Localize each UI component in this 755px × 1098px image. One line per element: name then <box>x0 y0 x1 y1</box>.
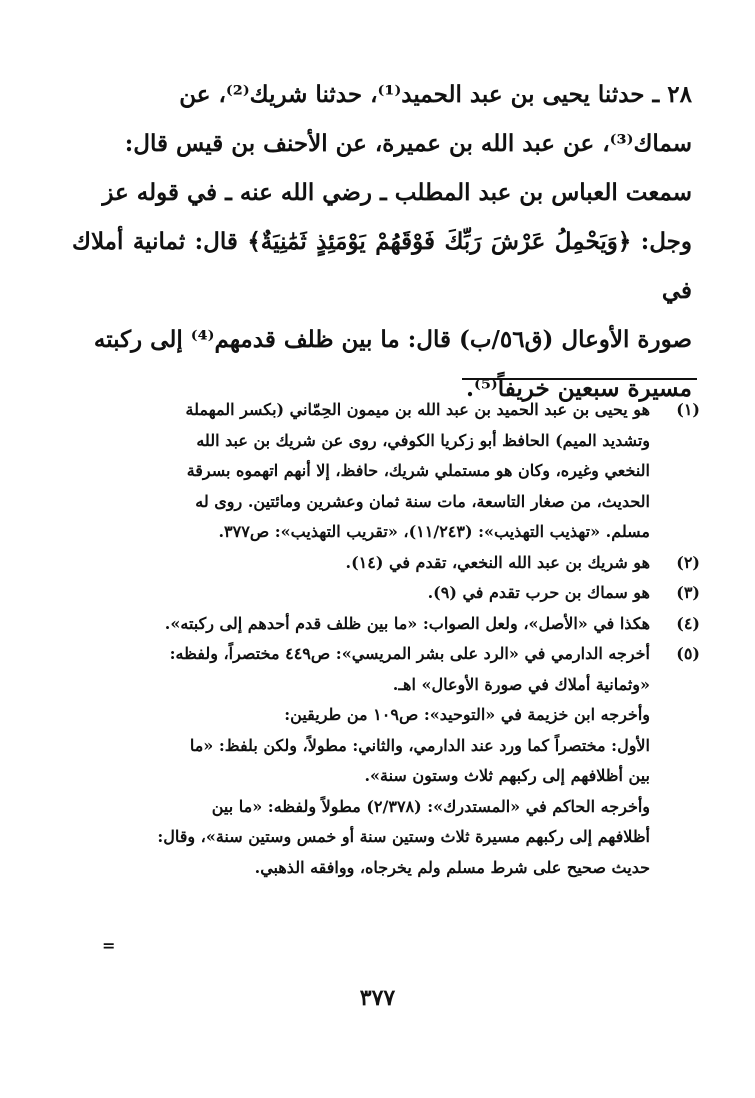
footnote-number: (٥) <box>676 644 700 663</box>
footnote-line: هو شريك بن عبد الله النخعي، تقدم في (١٤). <box>345 552 650 572</box>
footnote-line: الأول: مختصراً كما ورد عند الدارمي، والثاني: مطولاً، ولكن بلفظ: «ما <box>189 735 650 755</box>
footnote-number: (١) <box>676 400 700 419</box>
continuation-marker: = <box>102 936 116 955</box>
main-line: مسيرة سبعين خريفاً⁽⁵⁾. <box>465 375 692 402</box>
page-number: ٣٧٧ <box>359 985 396 1011</box>
main-text <box>72 70 692 413</box>
footnote-line: أخرجه الدارمي في «الرد على بشر المريسي»: ص٤٤٩ مختصراً، ولفظه: <box>169 644 650 663</box>
footnote-number: (٣) <box>676 583 700 602</box>
footnote-number: (٢) <box>676 552 700 572</box>
main-line: سماك⁽³⁾، عن عبد الله بن عميرة، عن الأحنف بن قيس قال: <box>124 130 692 157</box>
main-line: سمعت العباس بن عبد المطلب ـ رضي الله عنه ـ في قوله عز <box>102 179 692 206</box>
footnote-line: هو سماك بن حرب تقدم في (٩). <box>427 583 650 602</box>
footnote-line: النخعي وغيره، وكان هو مستملي شريك، حافظ، إلا أنهم اتهموه بسرقة <box>186 461 650 480</box>
footnote-line: مسلم. «تهذيب التهذيب»: (١١/٢٤٣)، «تقريب التهذيب»: ص٣٧٧. <box>218 522 650 541</box>
footnote-line: هو يحيى بن عبد الحميد بن عبد الله بن ميمون الحِمّاني (بكسر المهملة <box>185 400 650 419</box>
main-line: وجل: ﴿وَيَحْمِلُ عَرْشَ رَبِّكَ فَوْقَهُمْ يَوْمَئِذٍ ثَمَٰنِيَةٌ﴾ قال: ثمانية أملاك في <box>72 228 692 304</box>
footnote-3 <box>92 578 700 609</box>
footnote-line: وأخرجه ابن خزيمة في «التوحيد»: ص١٠٩ من طريقين: <box>284 705 650 724</box>
footnote-line: بين أظلافهم إلى ركبهم ثلاث وستون سنة». <box>364 766 650 785</box>
footnote-separator <box>462 378 697 380</box>
footnotes <box>92 395 700 883</box>
footnote-line: وأخرجه الحاكم في «المستدرك»: (٢/٣٧٨) مطولاً ولفظه: «ما بين <box>211 796 650 816</box>
main-line: صورة الأوعال (ق٥٦/ب) قال: ما بين ظلف قدمهم⁽⁴⁾ إلى ركبته <box>93 326 692 353</box>
footnote-number: (٤) <box>676 613 700 633</box>
footnote-line: أظلافهم إلى ركبهم مسيرة ثلاث وستين سنة أو خمس وستين سنة»، وقال: <box>157 827 650 846</box>
footnote-line: «وثمانية أملاك في صورة الأوعال» اهـ. <box>392 674 650 694</box>
footnote-line: الحديث، من صغار التاسعة، مات سنة ثمان وعشرين ومائتين. روى له <box>195 491 650 511</box>
footnote-1 <box>92 395 700 548</box>
footnote-line: حديث صحيح على شرط مسلم ولم يخرجاه، ووافقه الذهبي. <box>254 857 650 877</box>
footnote-2 <box>92 548 700 579</box>
footnote-5-continuation <box>92 700 700 883</box>
footnote-line: وتشديد الميم) الحافظ أبو زكريا الكوفي، روى عن شريك بن عبد الله <box>196 430 650 450</box>
footnote-line: هكذا في «الأصل»، ولعل الصواب: «ما بين ظلف قدم أحدهم إلى ركبته». <box>164 613 650 633</box>
main-line: ٢٨ ـ حدثنا يحيى بن عبد الحميد⁽¹⁾، حدثنا شريك⁽²⁾، عن <box>179 81 692 108</box>
footnote-5 <box>92 639 700 700</box>
footnote-4 <box>92 609 700 640</box>
